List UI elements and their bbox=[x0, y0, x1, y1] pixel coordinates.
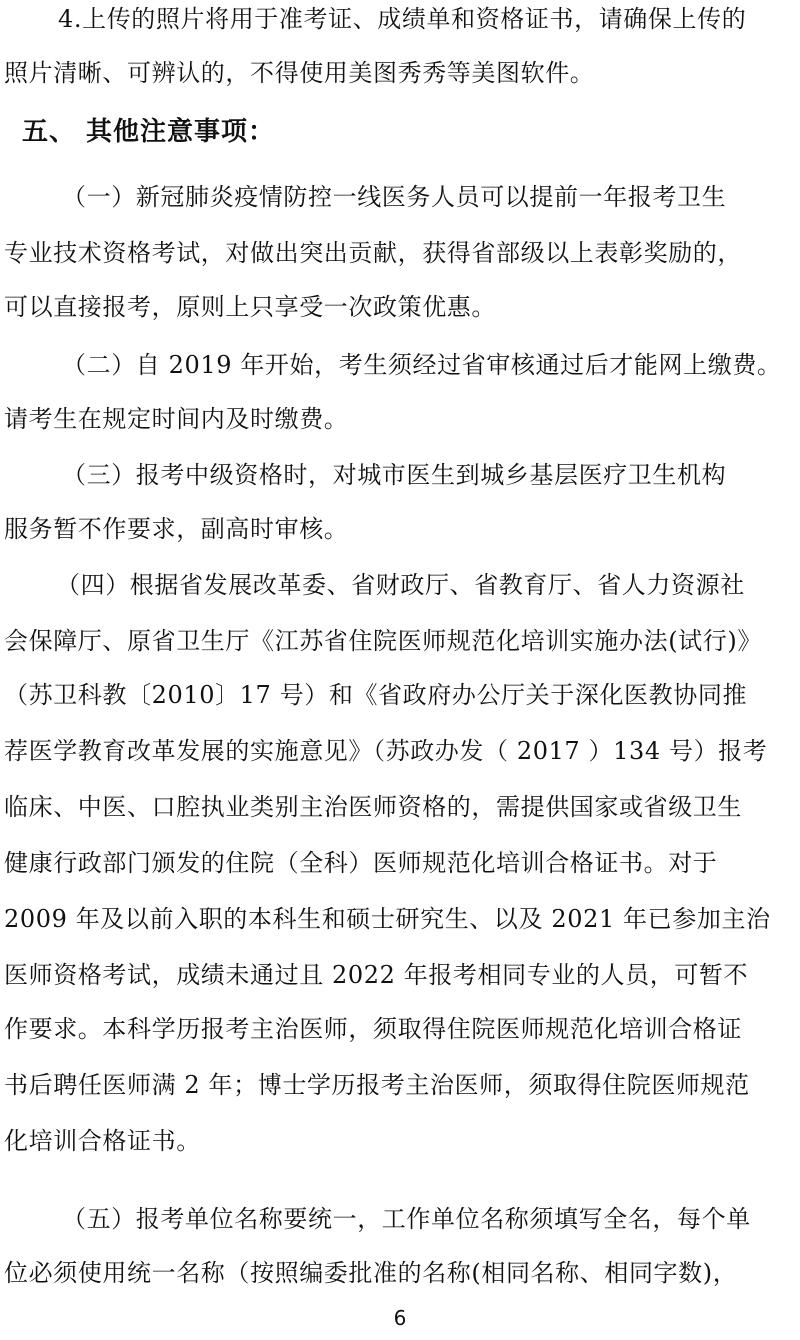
p4-line-6: 健康行政部门颁发的住院（全科）医师规范化培训合格证书。对于 bbox=[4, 849, 718, 877]
p3-line-1: （三）报考中级资格时，对城市医生到城乡基层医疗卫生机构 bbox=[62, 461, 727, 489]
p4-line-2: 会保障厅、原省卫生厅《江苏省住院医师规范化培训实施办法(试行)》 bbox=[4, 627, 762, 655]
section-heading: 五、 其他注意事项： bbox=[22, 117, 276, 147]
p1-line-2: 专业技术资格考试，对做出突出贡献，获得省部级以上表彰奖励的， bbox=[4, 239, 742, 267]
page-number: 6 bbox=[393, 1306, 407, 1330]
p4-line-3: （苏卫科教〔2010〕17 号）和《省政府办公厅关于深化医教协同推 bbox=[4, 681, 748, 709]
item4-line-1: 4.上传的照片将用于准考证、成绩单和资格证书，请确保上传的 bbox=[58, 5, 747, 33]
p4-line-11: 化培训合格证书。 bbox=[4, 1127, 201, 1155]
p3-line-2: 服务暂不作要求，副高时审核。 bbox=[4, 515, 349, 543]
p2-line-1: （二）自 2019 年开始，考生须经过省审核通过后才能网上缴费。 bbox=[62, 351, 782, 379]
p1-line-3: 可以直接报考，原则上只享受一次政策优惠。 bbox=[4, 293, 496, 321]
p4-line-4: 荐医学教育改革发展的实施意见》（苏政办发（ 2017 ）134 号）报考 bbox=[4, 737, 768, 765]
p5-line-2: 位必须使用统一名称（按照编委批准的名称(相同名称、相同字数)， bbox=[4, 1259, 738, 1287]
p1-line-1: （一）新冠肺炎疫情防控一线医务人员可以提前一年报考卫生 bbox=[62, 183, 727, 211]
p4-line-9: 作要求。本科学历报考主治医师，须取得住院医师规范化培训合格证 bbox=[4, 1015, 742, 1043]
p4-line-10: 书后聘任医师满 2 年；博士学历报考主治医师，须取得住院医师规范 bbox=[4, 1071, 750, 1099]
p4-line-7: 2009 年及以前入职的本科生和硕士研究生、以及 2021 年已参加主治 bbox=[4, 905, 771, 933]
p4-line-8: 医师资格考试，成绩未通过且 2022 年报考相同专业的人员，可暂不 bbox=[4, 961, 749, 989]
item4-line-2: 照片清晰、可辨认的，不得使用美图秀秀等美图软件。 bbox=[4, 59, 595, 87]
p5-line-1: （五）报考单位名称要统一，工作单位名称须填写全名，每个单 bbox=[62, 1205, 751, 1233]
p4-line-1: （四）根据省发展改革委、省财政厅、省教育厅、省人力资源社 bbox=[56, 571, 745, 599]
p4-line-5: 临床、中医、口腔执业类别主治医师资格的，需提供国家或省级卫生 bbox=[4, 793, 742, 821]
p2-line-2: 请考生在规定时间内及时缴费。 bbox=[4, 405, 349, 433]
